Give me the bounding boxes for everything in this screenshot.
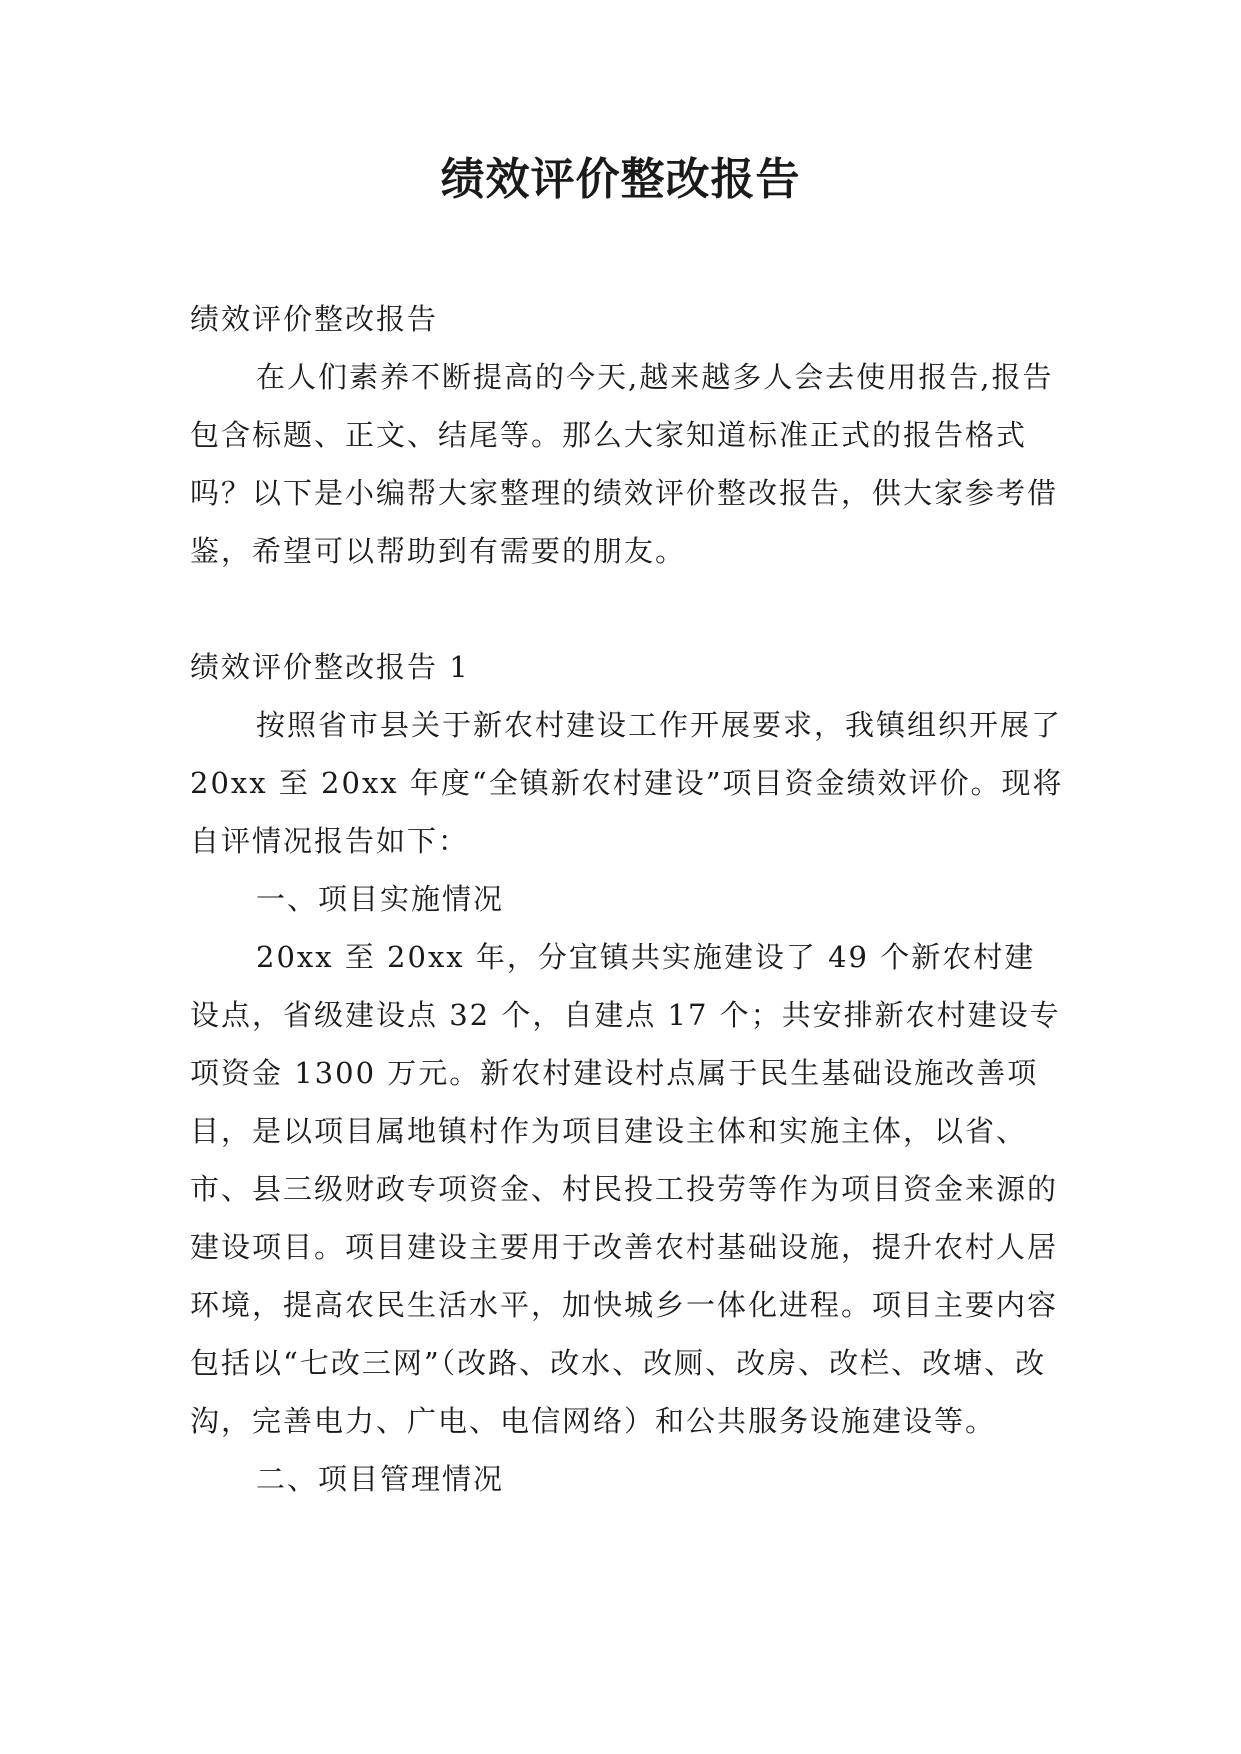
report-heading: 绩效评价整改报告 bbox=[190, 302, 439, 336]
implementation-paragraph: 20xx 至 20xx 年，分宜镇共实施建设了 49 个新农村建设点，省级建设点 32 个，自建点 17 个；共安排新农村建设专项资金 1300 万元。新农村建设村点属于民生基础设施改善项目，是以项目属地镇村作为项目建设主体和实施主体，以省、市、县三级财政专项资金、村民投工投劳等作为项目资金来源的建设项目。项目建设主要用于改善农村基础设施，提升农村人居环境，提高农民生活水平，加快城乡一体化进程。项目主要内容包括以“七改三网”（改路、改水、改厕、改房、改栏、改塘、改沟，完善电力、广电、电信网络）和公共服务设施建设等。 bbox=[190, 940, 1061, 1438]
section-heading-management: 二、项目管理情况 bbox=[256, 1462, 505, 1496]
document-title: 绩效评价整改报告 bbox=[440, 154, 801, 205]
report-1-paragraph: 按照省市县关于新农村建设工作开展要求，我镇组织开展了 20xx 至 20xx 年度“全镇新农村建设”项目资金绩效评价。现将自评情况报告如下： bbox=[190, 708, 1064, 858]
document-body bbox=[190, 290, 1066, 1508]
intro-paragraph: 在人们素养不断提高的今天,越来越多人会去使用报告,报告包含标题、正文、结尾等。那么大家知道标准正式的报告格式吗？以下是小编帮大家整理的绩效评价整改报告，供大家参考借鉴，希望可以帮助到有需要的朋友。 bbox=[190, 360, 1059, 568]
report-1-heading: 绩效评价整改报告 1 bbox=[190, 650, 470, 684]
section-heading-implementation: 一、项目实施情况 bbox=[256, 882, 505, 916]
